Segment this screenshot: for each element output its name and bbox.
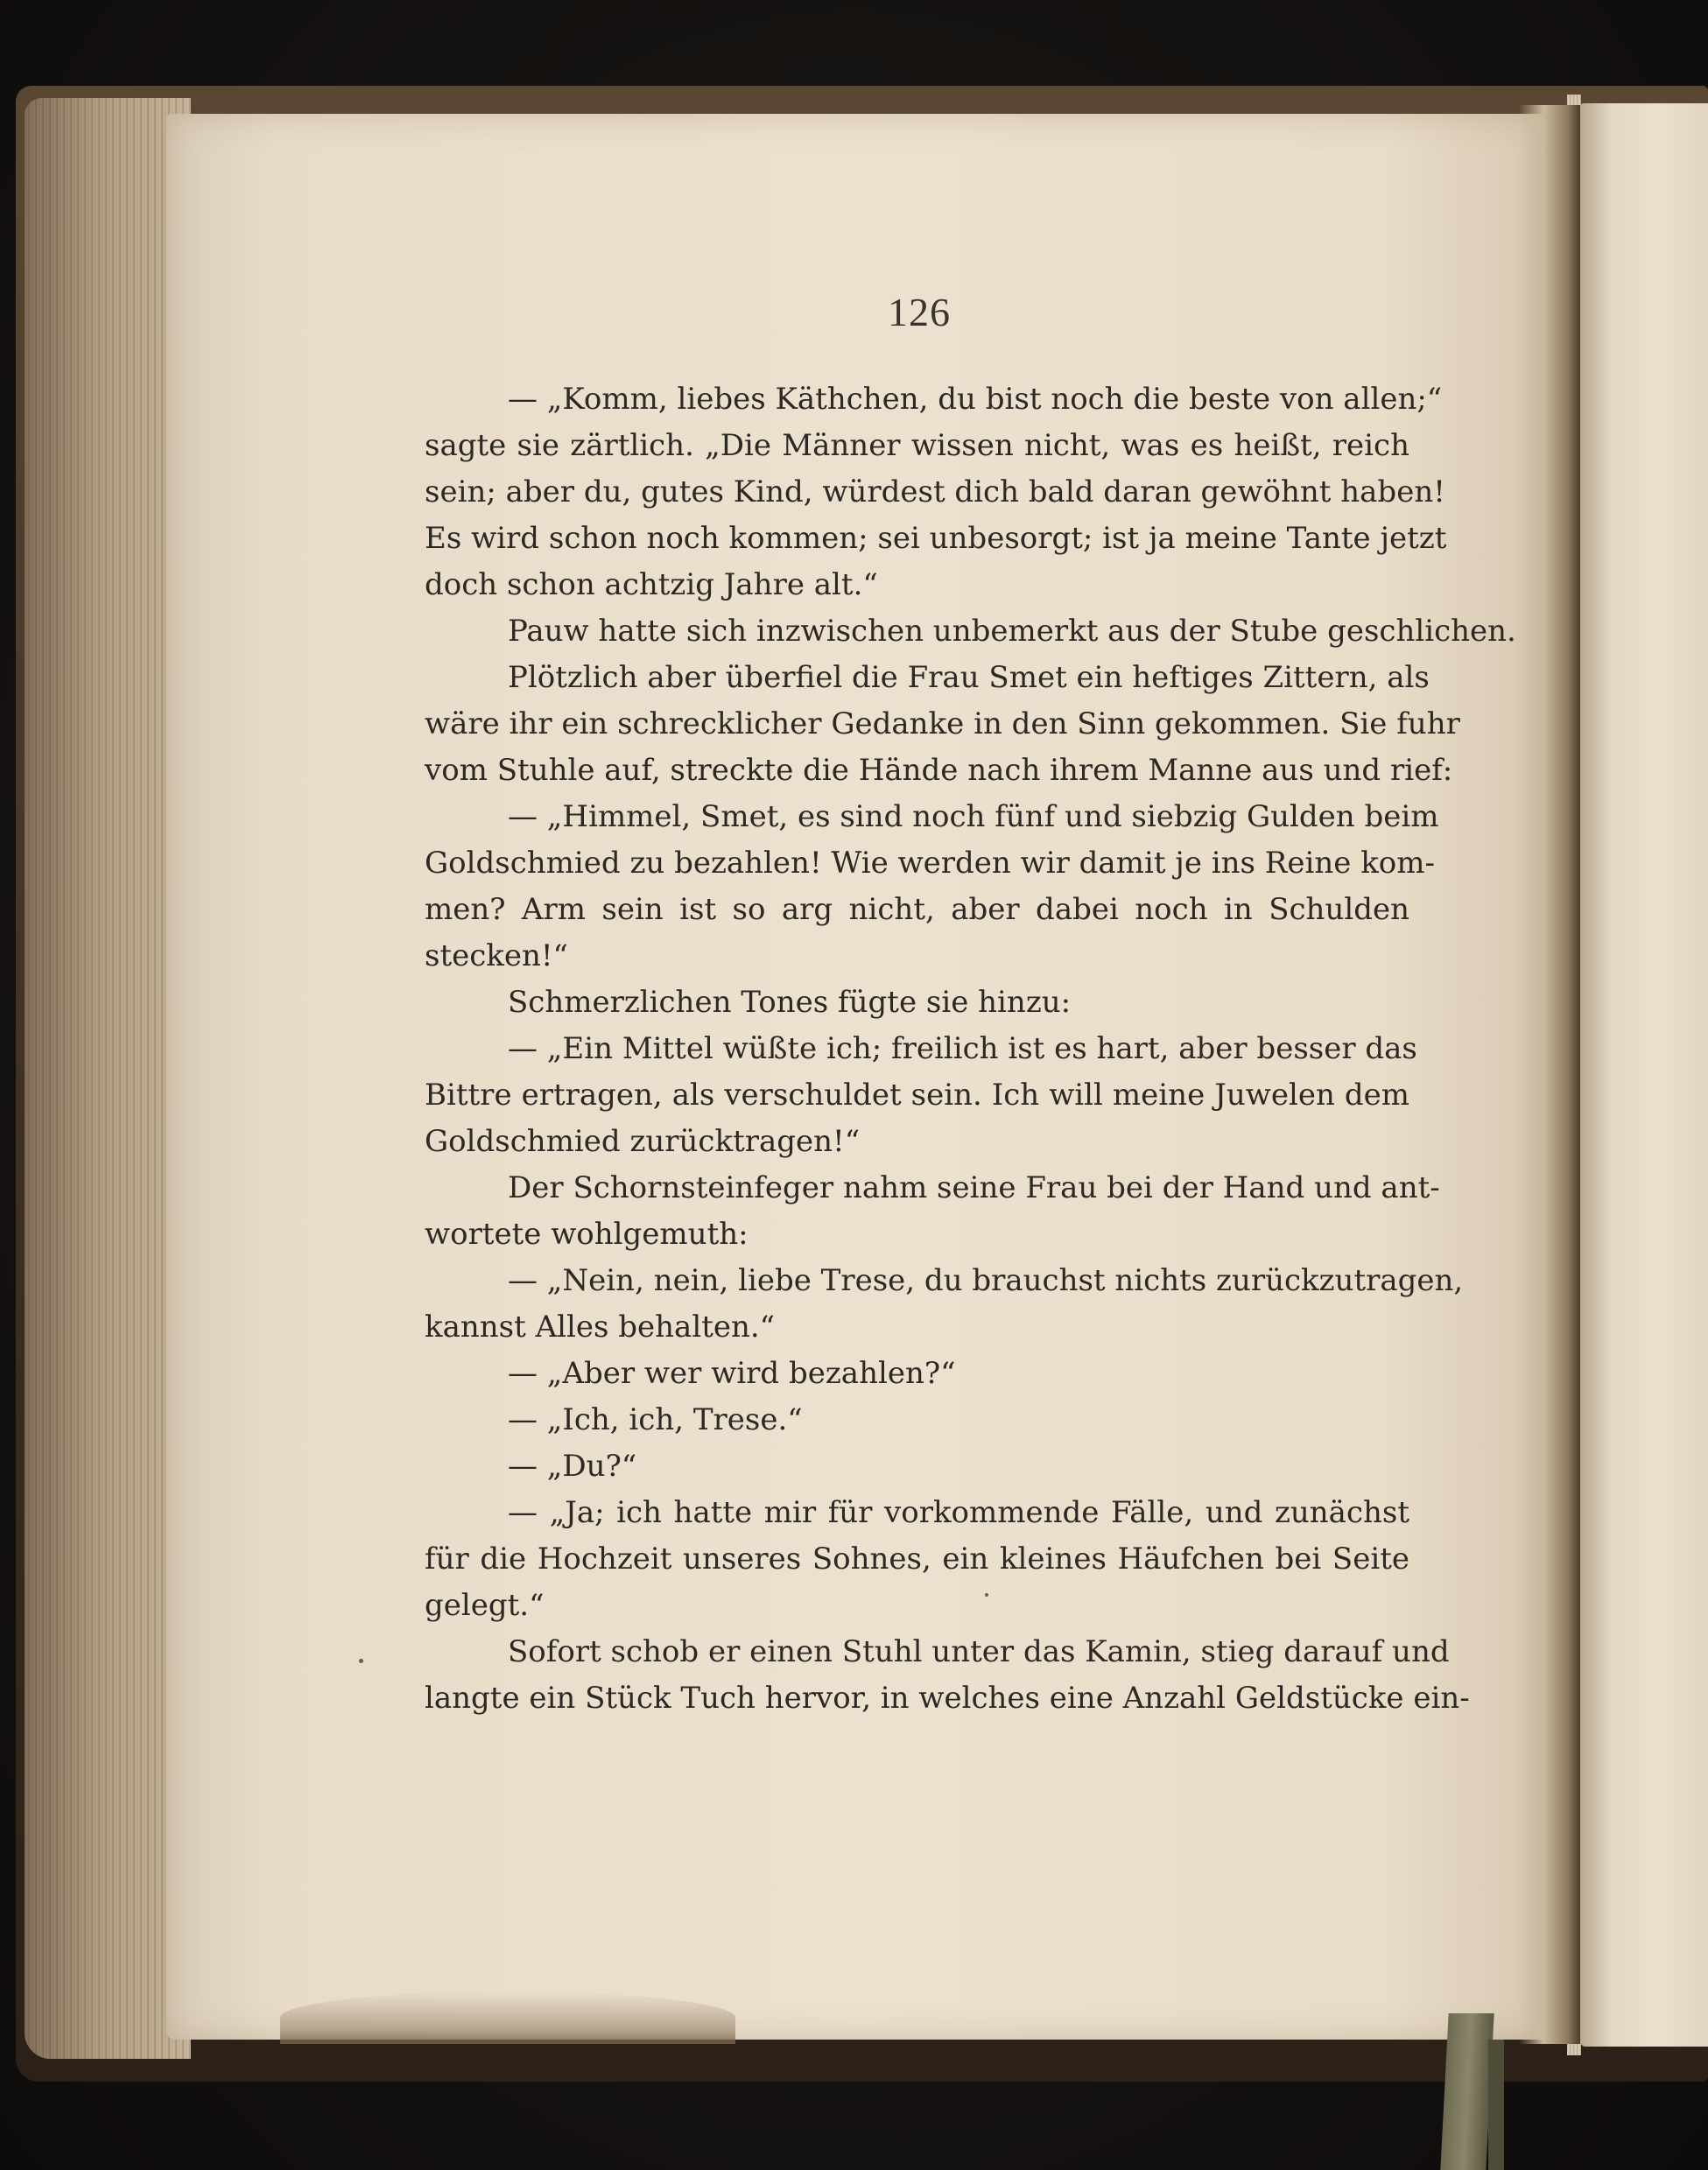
page-number: 126 — [888, 290, 951, 334]
text-line: — „Ein Mittel wüßte ich; freilich ist es hart, aber besser das — [508, 1031, 1417, 1066]
text-line: vom Stuhle auf, streckte die Hände nach ihrem Manne aus und rief: — [425, 753, 1453, 788]
text-line: doch schon achtzig Jahre alt.“ — [425, 567, 878, 602]
paper-speck — [359, 1659, 363, 1663]
text-line: wäre ihr ein schrecklicher Gedanke in den Sinn gekommen. Sie fuhr — [425, 706, 1460, 741]
text-line: kannst Alles behalten.“ — [425, 1310, 776, 1345]
text-line: sagte sie zärtlich. „Die Männer wissen nicht, was es heißt, reich — [425, 428, 1409, 463]
bookmark-ribbon-strand — [1488, 2040, 1504, 2170]
gutter-shadow — [1519, 105, 1580, 2044]
page-wear — [280, 1991, 735, 2044]
text-line: — „Himmel, Smet, es sind noch fünf und siebzig Gulden beim — [508, 799, 1439, 834]
text-line: men? Arm sein ist so arg nicht, aber dabei noch in Schulden — [425, 892, 1409, 927]
right-page — [1580, 103, 1708, 2047]
text-line: Schmerzlichen Tones fügte sie hinzu: — [508, 985, 1072, 1020]
text-line: sein; aber du, gutes Kind, würdest dich bald daran gewöhnt haben! — [425, 474, 1445, 509]
text-line: — „Komm, liebes Käthchen, du bist noch die beste von allen;“ — [508, 382, 1443, 417]
bookmark-ribbon — [1440, 2013, 1494, 2170]
text-line: wortete wohlgemuth: — [425, 1217, 749, 1252]
text-line: gelegt.“ — [425, 1588, 545, 1623]
text-line: Der Schornsteinfeger nahm seine Frau bei der Hand und ant- — [508, 1170, 1440, 1205]
text-line: Goldschmied zu bezahlen! Wie werden wir damit je ins Reine kom- — [425, 846, 1436, 881]
text-line: stecken!“ — [425, 938, 568, 973]
text-line: Es wird schon noch kommen; sei unbesorgt; ist ja meine Tante jetzt — [425, 521, 1447, 556]
text-line: Goldschmied zurücktragen!“ — [425, 1124, 861, 1159]
text-line: — „Ich, ich, Trese.“ — [508, 1402, 803, 1437]
text-line: — „Du?“ — [508, 1449, 637, 1484]
text-line: Pauw hatte sich inzwischen unbemerkt aus der Stube geschlichen. — [508, 614, 1516, 649]
text-line: langte ein Stück Tuch hervor, in welches eine Anzahl Geldstücke ein- — [425, 1681, 1470, 1716]
text-line: Plötzlich aber überfiel die Frau Smet ein heftiges Zittern, als — [508, 660, 1430, 695]
text-line: Bittre ertragen, als verschuldet sein. Ich will meine Juwelen dem — [425, 1078, 1409, 1113]
text-line: — „Ja; ich hatte mir für vorkommende Fälle, und zunächst — [508, 1495, 1409, 1530]
text-line: für die Hochzeit unseres Sohnes, ein kleines Häufchen bei Seite — [425, 1541, 1409, 1577]
paper-speck — [985, 1593, 988, 1597]
text-line: — „Aber wer wird bezahlen?“ — [508, 1356, 956, 1391]
text-line: Sofort schob er einen Stuhl unter das Kamin, stieg darauf und — [508, 1634, 1450, 1669]
text-line: — „Nein, nein, liebe Trese, du brauchst nichts zurückzutragen, — [508, 1263, 1464, 1298]
